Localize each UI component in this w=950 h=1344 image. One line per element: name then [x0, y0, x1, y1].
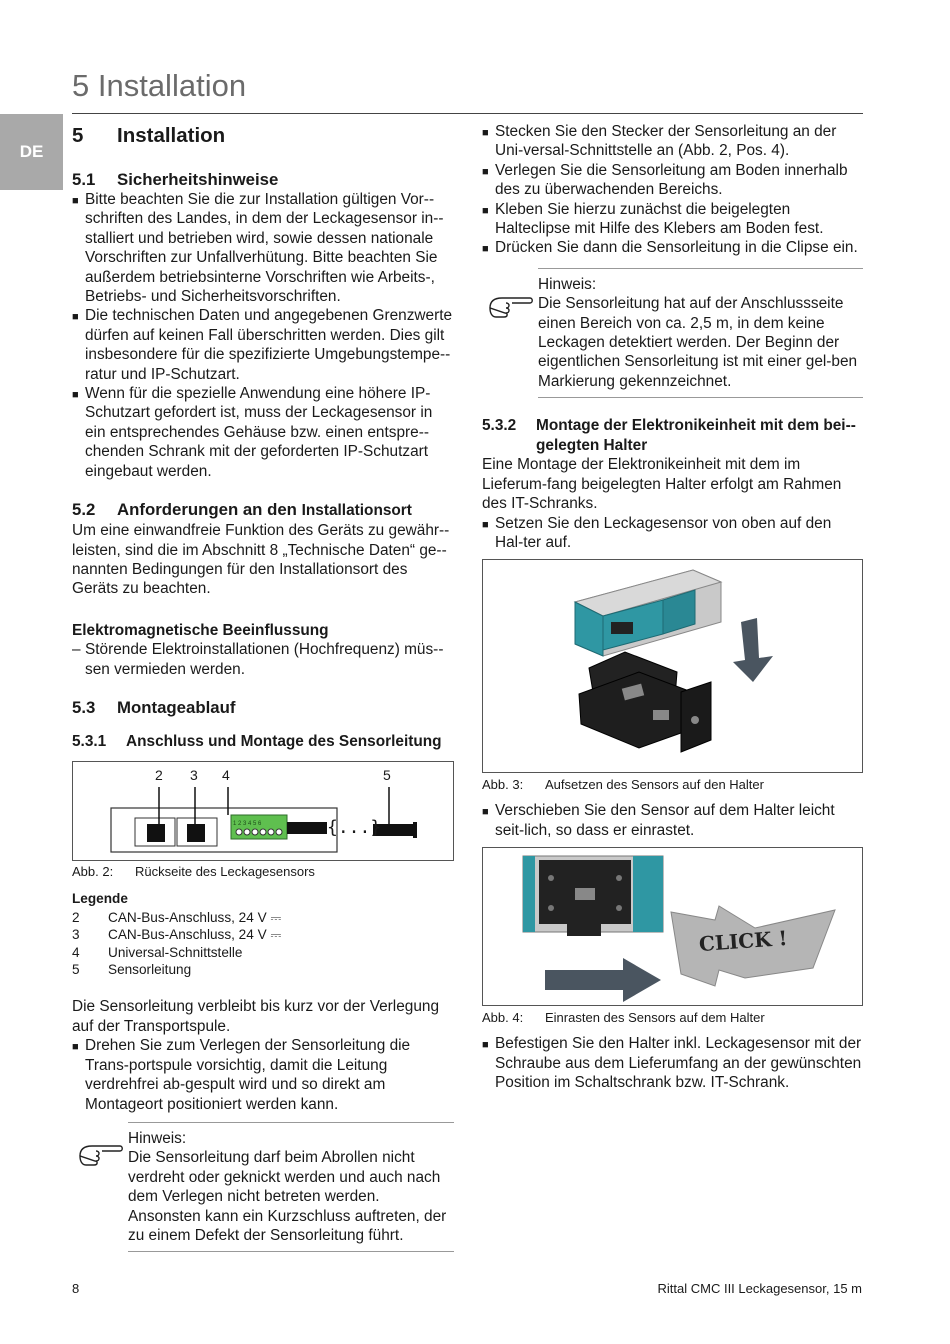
legend-number: 4 [72, 944, 80, 960]
bullet-text: Verschieben Sie den Sensor auf dem Halter leicht seit-lich, so dass er einrastet. [495, 802, 835, 839]
paragraph: Eine Montage der Elektronikeinheit mit dem im Lieferum-fang beigelegten Halter erfolgt am Rahmen des IT-Schranks. [482, 456, 842, 513]
caption-number: Abb. 4: [482, 1010, 524, 1026]
legend-text: CAN-Bus-Anschluss, 24 V [108, 927, 267, 943]
cable-continuation-braces: {...} [327, 817, 382, 839]
dc-symbol: ⎓ [270, 909, 282, 925]
note-content [538, 275, 863, 391]
bullet-text: Drücken Sie dann die Sensorleitung in die Clipse ein. [495, 239, 858, 257]
legend-row [72, 926, 454, 943]
legend-row [72, 909, 454, 926]
bullet-text: Befestigen Sie den Halter inkl. Leckagesensor mit der Schraube aus dem Lieferumfang an der gewünschten Position im Schaltschrank bzw. IT-Schrank. [495, 1035, 862, 1091]
section-heading-5-1 [72, 169, 454, 190]
legend-text: Universal-Schnittstelle [108, 944, 243, 960]
section-heading-5-3 [72, 697, 454, 718]
dash-text: Störende Elektroinstallationen (Hochfrequenz) müs-sen vermieden werden. [85, 641, 444, 678]
bullet-item: ■ Verlegen Sie die Sensorleitung am Boden innerhalb des zu überwachenden Bereichs. [482, 161, 863, 200]
figure-4-drawing [483, 848, 862, 1005]
bullet-item: ■ Bitte beachten Sie die zur Installation gültigen Vor-schriften des Landes, in dem der Leckagesensor in-stalliert und betrieben wird, sowie dessen nationale Vorschriften zur Unfallverhütung. Bitte beachten Sie außerdem betriebsinterne Vorschriften wie Arbeits-, Betriebs- und Sicherheitsvorschriften. [72, 190, 454, 306]
footer-document-title: Rittal CMC III Leckagesensor, 15 m [657, 1281, 862, 1296]
caption-text: Einrasten des Sensors auf dem Halter [545, 1010, 765, 1026]
caption-text: Aufsetzen des Sensors auf den Halter [545, 777, 764, 793]
figure-4-caption [482, 1009, 863, 1026]
figure-2-sensor-rear [72, 761, 454, 861]
figure-3-drawing [483, 560, 862, 772]
note-text: Die Sensorleitung hat auf der Anschlussseite einen Bereich von ca. 2,5 m, in dem keine Leckagen detektiert werden. Der Beginn der eigentlichen Sensorleitung ist mit einer gel-ben Markierung gekennzeichnet. [538, 295, 858, 390]
section-title: Sicherheitshinweise [117, 170, 279, 189]
legend-number: 5 [72, 962, 80, 978]
section-number: 5.3.1 [72, 732, 107, 750]
section-number: 5.3.2 [482, 417, 517, 435]
figure-3-mount-on-holder [482, 559, 863, 773]
note-box [128, 1122, 454, 1252]
terminal-pin-labels: 1 2 3 4 5 6 [233, 821, 262, 828]
bullet-text: Setzen Sie den Leckagesensor von oben auf den Hal-ter auf. [495, 514, 832, 551]
figure-2-caption [72, 863, 454, 880]
bullet-item: ■ Die technischen Daten und angegebenen Grenzwerte dürfen auf keinen Fall überschritten werden. Dies gilt insbesondere für die spezifizierte Umgebungstempe-ratur und IP-Schutzart. [72, 307, 453, 383]
note-box [538, 268, 863, 398]
bullet-text: Wenn für die spezielle Anwendung eine höhere IP-Schutzart gefordert ist, muss der Leckagesensor in ein entsprechendes Gehäuse bzw. einen entspre-chenden Schrank mit der geforderten IP-Schutzart eingebaut werden. [85, 385, 433, 480]
page-number: 8 [72, 1281, 80, 1296]
pointing-hand-icon [486, 290, 536, 320]
section-title: Anforderungen an den [117, 500, 297, 520]
bullet-item: ■ Wenn für die spezielle Anwendung eine höhere IP-Schutzart gefordert ist, muss der Leckagesensor in ein entsprechendes Gehäuse bzw. einen entspre-chenden Schrank mit der geforderten IP-Schutzart eingebaut werden. [72, 384, 454, 481]
legend-text: Sensorleitung [108, 962, 192, 978]
bullet-text: Kleben Sie hierzu zunächst die beigelegten Halteclipse mit Hilfe des Klebers am Boden fest. [495, 200, 824, 238]
click-label: CLICK ! [698, 926, 789, 957]
legend-row [72, 944, 454, 961]
dash-item [72, 640, 454, 679]
section-number: 5.1 [72, 170, 96, 189]
note-content [128, 1129, 454, 1245]
callout-5: 5 [383, 767, 391, 784]
callout-3: 3 [190, 767, 198, 784]
bullet-item: ■ Drehen Sie zum Verlegen der Sensorleitung die Trans-portspule vorsichtig, damit die Leitung verdrehfrei ab-gespult wird und so direkt am Montageort positioniert werden kann. [72, 1036, 454, 1114]
section-heading-5-3-2 [482, 416, 863, 455]
caption-number: Abb. 3: [482, 777, 524, 793]
page-header-title: 5 Installation [72, 68, 247, 103]
bullet-item: ■ Befestigen Sie den Halter inkl. Leckagesensor mit der Schraube aus dem Lieferumfang an der gewünschten Position im Schaltschrank bzw. IT-Schrank. [482, 1035, 862, 1091]
note-title: Hinweis: [538, 275, 597, 293]
figure-4-snap-in [482, 847, 863, 1006]
bullet-item: ■ Drücken Sie dann die Sensorleitung in die Clipse ein. [482, 238, 863, 259]
bullet-text: Stecken Sie den Stecker der Sensorleitung an der Uni-versal-Schnittstelle an (Abb. 2, Pos. 4). [495, 123, 837, 160]
section-title: Installation [117, 124, 226, 147]
section-number: 5 [72, 124, 84, 147]
figure-2-drawing [73, 762, 453, 860]
left-column [72, 118, 454, 1252]
paragraph: Um eine einwandfreie Funktion des Geräts zu gewähr-leisten, sind die im Abschnitt 8 „Technische Daten“ ge-nannten Bedingungen für den Installationsort des Geräts zu beachten. [72, 522, 450, 598]
note-text: Die Sensorleitung darf beim Abrollen nicht verdreht oder geknickt werden und auch nach dem Verlegen nicht betreten werden. Ansonsten kann ein Kurzschluss auftreten, der zu einem Defekt der Sensorleitung führt. [128, 1149, 447, 1244]
section-title-small: Installationsort [301, 502, 412, 520]
bullet-item: ■ Kleben Sie hierzu zunächst die beigelegten Halteclipse mit Hilfe des Klebers am Boden fest. [482, 200, 863, 239]
legend-title: Legende [72, 891, 128, 907]
section-heading-5-2 [72, 499, 454, 521]
bullet-text: Die technischen Daten und angegebenen Grenzwerte dürfen auf keinen Fall überschritten werden. Dies gilt insbesondere für die spezifizierte Umgebungstempe-ratur und IP-Schutzart. [85, 307, 453, 383]
language-tab: DE [0, 114, 63, 190]
paragraph: Die Sensorleitung verbleibt bis kurz vor der Verlegung auf der Transportspule. [72, 998, 440, 1035]
section-title: Montage der Elektronikeinheit mit dem bei-gelegten Halter [536, 417, 856, 454]
bullet-item: ■ Verschieben Sie den Sensor auf dem Halter leicht seit-lich, so dass er einrastet. [482, 801, 863, 840]
bullet-text: Drehen Sie zum Verlegen der Sensorleitung die Trans-portspule vorsichtig, damit die Leitung verdrehfrei ab-gespult wird und so direkt am Montageort positioniert werden kann. [85, 1037, 411, 1113]
section-number: 5.3 [72, 697, 96, 717]
caption-text: Rückseite des Leckagesensors [135, 864, 315, 880]
right-column [482, 118, 863, 1092]
bullet-item: ■ Setzen Sie den Leckagesensor von oben auf den Hal-ter auf. [482, 514, 863, 553]
bullet-text: Bitte beachten Sie die zur Installation gültigen Vor-schriften des Landes, in dem der Leckagesensor in-stalliert und betrieben wird, sowie dessen nationale Vorschriften zur Unfallverhütung. Bitte beachten Sie außerdem betriebsinterne Vorschriften wie Arbeits-, Betriebs- und Sicherheitsvorschriften. [85, 191, 444, 306]
dc-symbol: ⎓ [270, 927, 282, 943]
legend-number: 2 [72, 909, 80, 925]
subheading-emv: Elektromagnetische Beeinflussung [72, 621, 329, 639]
bullet-list [482, 122, 863, 260]
section-title: Anschluss und Montage des Sensorleitung [126, 732, 442, 750]
dash: – [72, 641, 81, 659]
section-title: Montageablauf [117, 697, 236, 717]
section-heading-5 [72, 123, 454, 149]
note-title: Hinweis: [128, 1129, 187, 1147]
section-heading-5-3-1 [72, 732, 454, 752]
caption-number: Abb. 2: [72, 864, 114, 880]
legend-number: 3 [72, 927, 80, 943]
callout-4: 4 [222, 767, 230, 784]
bullet-item: ■ Stecken Sie den Stecker der Sensorleitung an der Uni-versal-Schnittstelle an (Abb. 2, Pos. 4). [482, 122, 863, 161]
pointing-hand-icon [76, 1138, 126, 1168]
callout-2: 2 [155, 767, 163, 784]
bullet-text: Verlegen Sie die Sensorleitung am Boden innerhalb des zu überwachenden Bereichs. [495, 161, 848, 199]
legend-text: CAN-Bus-Anschluss, 24 V [108, 909, 267, 925]
figure-3-caption [482, 776, 863, 793]
section-number: 5.2 [72, 500, 96, 520]
header-rule [72, 113, 863, 114]
legend-row [72, 961, 454, 978]
